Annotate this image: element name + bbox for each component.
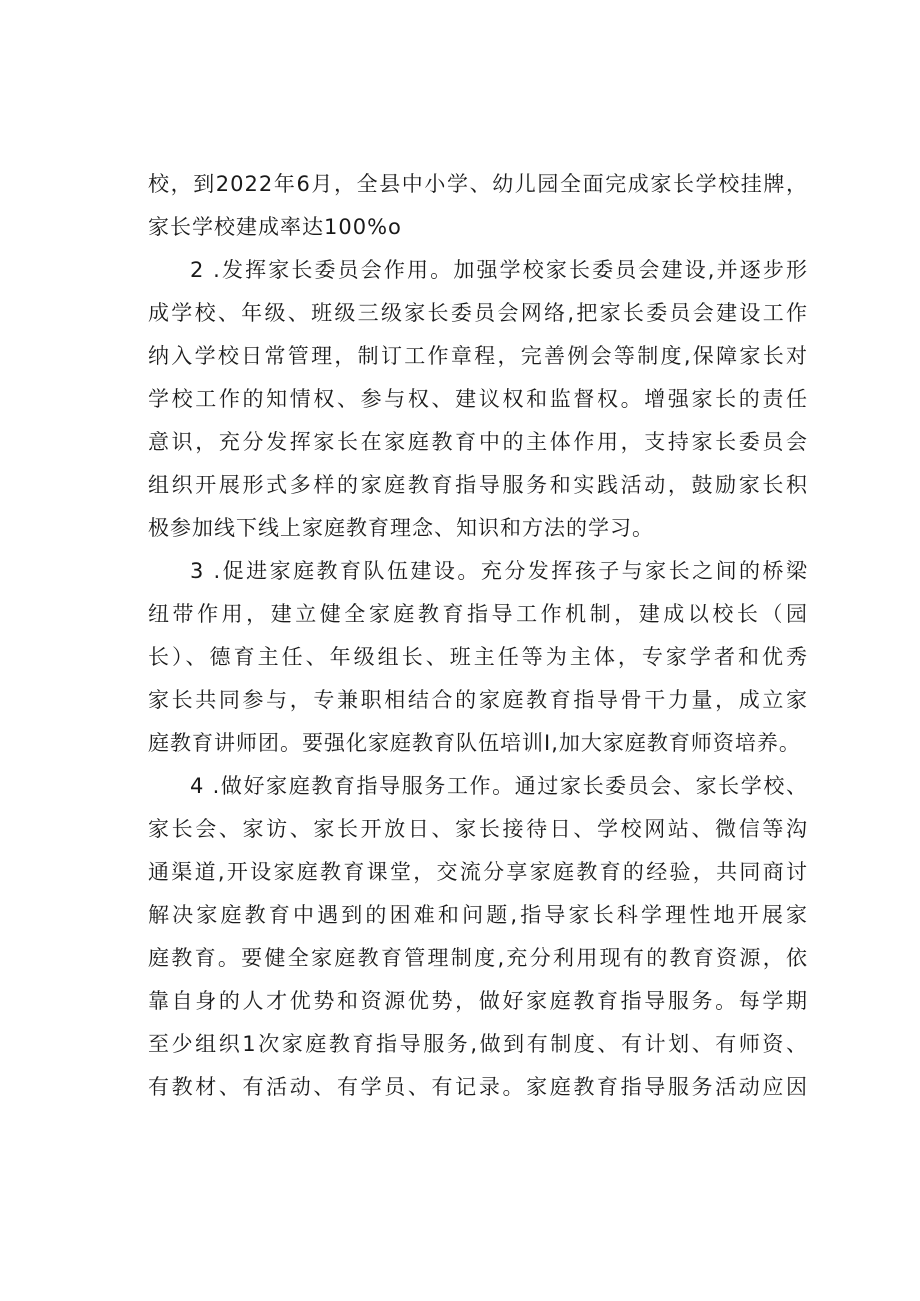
text-line: 2 .发挥家长委员会作用。加强学校家长委员会建设,并逐步形: [190, 258, 808, 282]
text-line: 成学校、年级、班级三级家长委员会网络,把家长委员会建设工作: [148, 301, 808, 325]
text-line: 意识，充分发挥家长在家庭教育中的主体作用，支持家长委员会: [148, 430, 808, 454]
text-line: 纳入学校日常管理，制订工作章程，完善例会等制度,保障家长对: [148, 344, 808, 368]
text-line: 4 .做好家庭教育指导服务工作。通过家长委员会、家长学校、: [190, 774, 808, 798]
text-line: 极参加线下线上家庭教育理念、知识和方法的学习。: [148, 516, 654, 540]
text-line: 通渠道,开设家庭教育课堂，交流分享家庭教育的经验，共同商讨: [148, 860, 808, 884]
text-line: 长）、德育主任、年级组长、班主任等为主体，专家学者和优秀: [148, 645, 808, 669]
text-line: 靠自身的人才优势和资源优势，做好家庭教育指导服务。每学期: [148, 989, 808, 1013]
text-line: 庭教育讲师团。要强化家庭教育队伍培训I,加大家庭教育师资培养。: [148, 731, 801, 755]
text-line: 庭教育。要健全家庭教育管理制度,充分利用现有的教育资源，依: [148, 946, 808, 970]
text-line: 至少组织1次家庭教育指导服务,做到有制度、有计划、有师资、: [148, 1032, 808, 1056]
text-line: 校，到2022年6月，全县中小学、幼儿园全面完成家长学校挂牌，: [148, 172, 808, 196]
text-line: 家长会、家访、家长开放日、家长接待日、学校网站、微信等沟: [148, 817, 808, 841]
text-line: 解决家庭教育中遇到的困难和问题,指导家长科学理性地开展家: [148, 903, 808, 927]
text-line: 学校工作的知情权、参与权、建议权和监督权。增强家长的责任: [148, 387, 808, 411]
text-line: 家长共同参与，专兼职相结合的家庭教育指导骨干力量，成立家: [148, 688, 808, 712]
text-line: 组织开展形式多样的家庭教育指导服务和实践活动，鼓励家长积: [148, 473, 808, 497]
text-line: 3 .促进家庭教育队伍建设。充分发挥孩子与家长之间的桥梁: [190, 559, 808, 583]
text-line: 有教材、有活动、有学员、有记录。家庭教育指导服务活动应因: [148, 1075, 808, 1099]
text-line: 纽带作用，建立健全家庭教育指导工作机制，建成以校长（园: [148, 602, 808, 626]
text-line: 家长学校建成率达100%o: [148, 215, 402, 239]
